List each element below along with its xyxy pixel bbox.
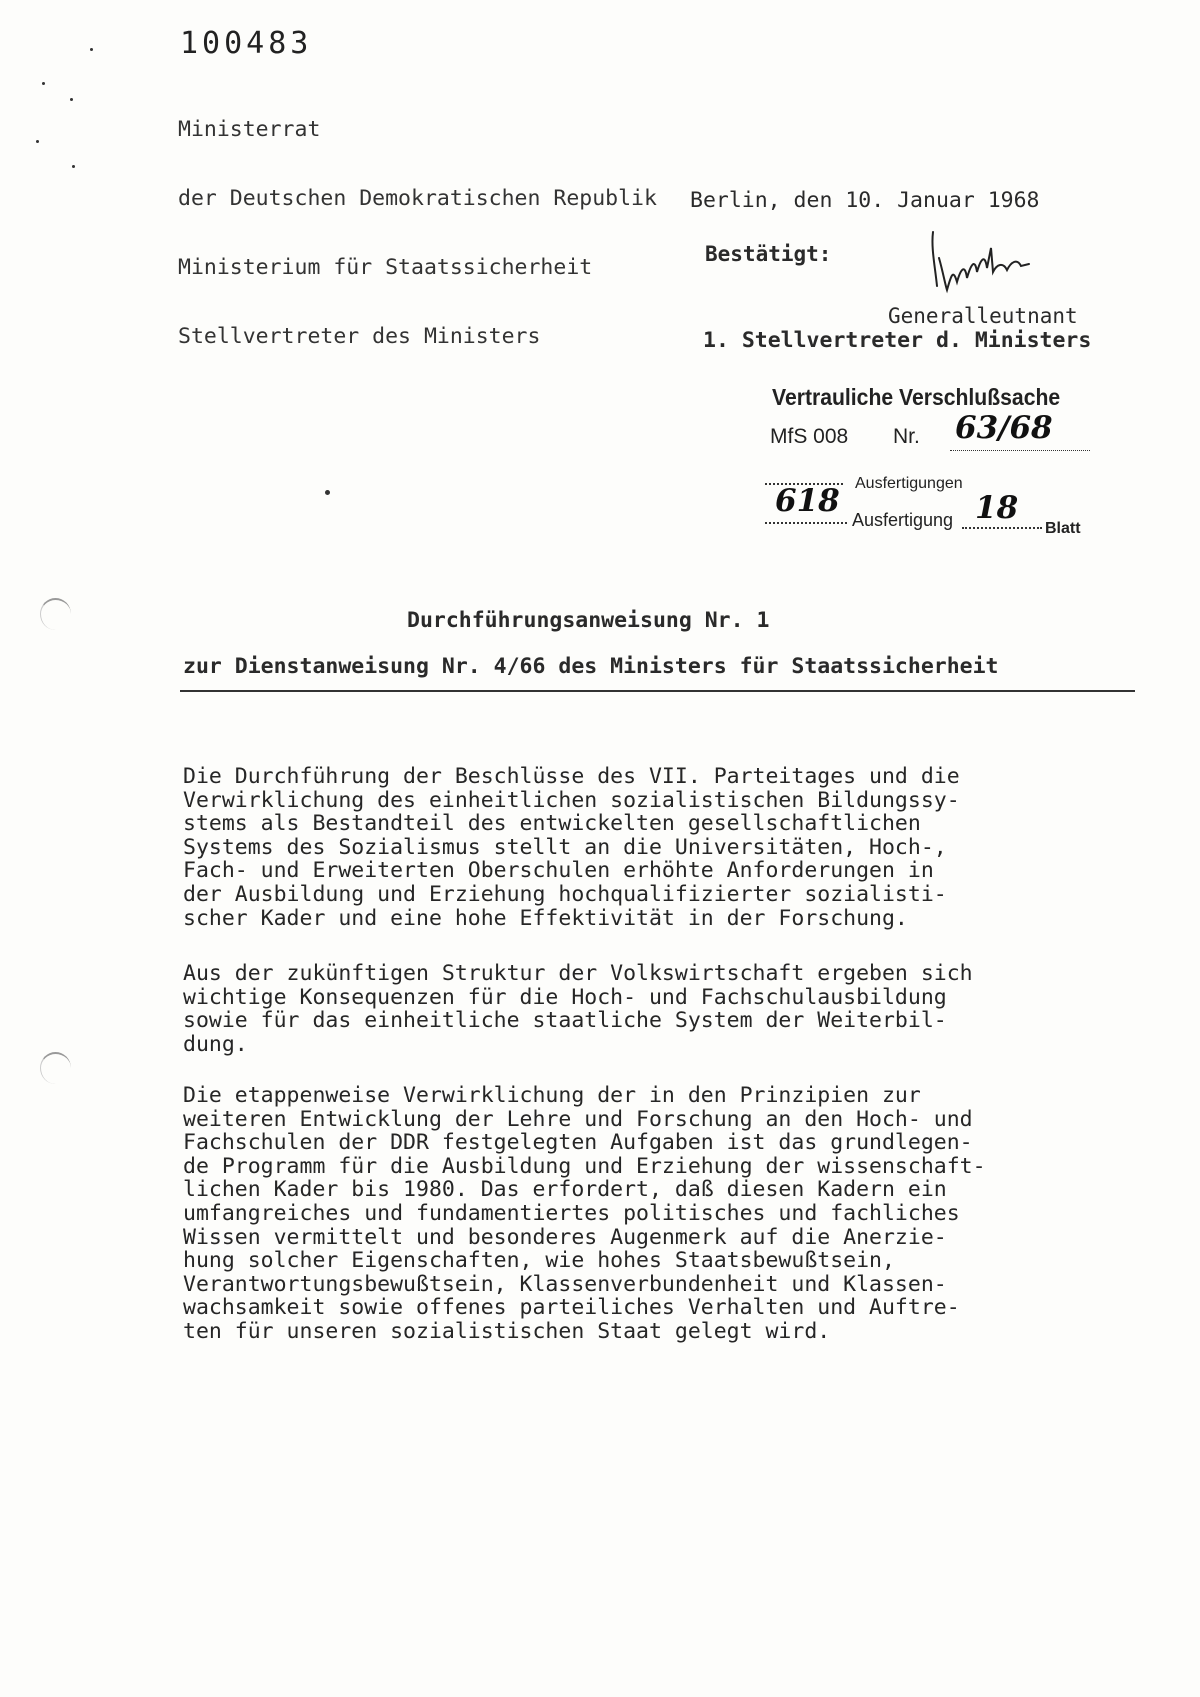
paragraph-line: stems als Bestandteil des entwickelten gesellschaftlichen [183,811,921,837]
number-dotted-line [950,450,1090,451]
paragraph-line: umfangreiches und fundamentiertes politisches und fachliches [183,1200,960,1226]
paragraph-line: der Ausbildung und Erziehung hochqualifizierter sozialisti- [183,881,947,907]
deputy-title: 1. Stellvertreter d. Ministers [703,328,1092,353]
body-paragraph [183,962,1143,1056]
document-number: 100483 [180,26,313,61]
paragraph-line: wachsamkeit sowie offenes parteiliches Verhalten und Auftre- [183,1295,960,1321]
number-value-handwritten: 63/68 [955,410,1053,446]
paragraph-line: hung solcher Eigenschaften, wie hohes Staatsbewußtsein, [183,1248,895,1274]
scan-speck [72,165,75,168]
scan-speck [90,48,93,51]
paragraph-line: Verwirklichung des einheitlichen sozialistischen Bildungssy- [183,787,960,813]
instruction-subtitle: zur Dienstanweisung Nr. 4/66 des Ministers für Staatssicherheit [183,654,999,679]
copies-value-handwritten: 618 [775,483,840,519]
ministry-line: Stellvertreter des Ministers [178,324,541,349]
sheet-label: Blatt [1045,520,1081,537]
paragraph-line: Fachschulen der DDR festgelegten Aufgaben ist das grundlegen- [183,1130,973,1156]
handwritten-signature [925,228,1035,308]
body-paragraph [183,1084,1143,1344]
paragraph-line: weiteren Entwicklung der Lehre und Forschung an den Hoch- und [183,1106,973,1132]
title-underline [180,690,1135,692]
paragraph-line: Fach- und Erweiterten Oberschulen erhöhte Anforderungen in [183,858,934,884]
confirmed-label: Bestätigt: [705,242,832,266]
scan-speck [42,82,45,85]
paragraph-line: Wissen vermittelt und besonderes Augenmerk auf die Anerzie- [183,1224,947,1250]
paragraph-line: de Programm für die Ausbildung und Erziehung der wissenschaft- [183,1153,986,1179]
body-paragraph [183,765,1143,930]
ministry-line: Ministerium für Staatssicherheit [178,255,593,280]
paragraph-line: Aus der zukünftigen Struktur der Volkswirtschaft ergeben sich [183,961,973,986]
date-line: Berlin, den 10. Januar 1968 [690,188,1040,213]
copy-value-handwritten: 18 [975,490,1019,526]
punch-hole-mark [40,1052,71,1084]
ministry-header [178,72,657,394]
paragraph-line: Die Durchführung der Beschlüsse des VII. Parteitages und die [183,764,960,789]
sheet-dotted-line [962,527,1042,529]
copy-label: Ausfertigung [852,510,954,530]
scan-speck [325,490,330,495]
paragraph-line: dung. [183,1031,248,1057]
paragraph-line: Systems des Sozialismus stellt an die Universitäten, Hoch-, [183,834,947,860]
ministry-line: Ministerrat [178,117,321,142]
classification-label: Vertrauliche Verschlußsache [772,384,1061,410]
paragraph-line: wichtige Konsequenzen für die Hoch- und Fachschulausbildung [183,984,947,1010]
copies-label: Ausfertigungen [855,475,963,492]
number-label: Nr. [893,425,920,448]
paragraph-line: Die etappenweise Verwirklichung der in den Prinzipien zur [183,1083,921,1108]
paragraph-line: ten für unseren sozialistischen Staat gelegt wird. [183,1318,831,1344]
rank-label: Generalleutnant [888,304,1078,328]
paragraph-line: Verantwortungsbewußtsein, Klassenverbundenheit und Klassen- [183,1271,947,1297]
scan-speck [70,98,73,101]
paragraph-line: sowie für das einheitliche staatliche System der Weiterbil- [183,1008,947,1034]
ministry-line: der Deutschen Demokratischen Republik [178,186,657,211]
punch-hole-mark [40,598,71,630]
scan-speck [36,140,39,143]
office-code: MfS 008 [770,425,849,448]
instruction-title: Durchführungsanweisung Nr. 1 [407,608,770,633]
copy-dotted-line [765,522,847,524]
paragraph-line: lichen Kader bis 1980. Das erfordert, daß diesen Kadern ein [183,1177,947,1203]
paragraph-line: scher Kader und eine hohe Effektivität in der Forschung. [183,905,908,931]
